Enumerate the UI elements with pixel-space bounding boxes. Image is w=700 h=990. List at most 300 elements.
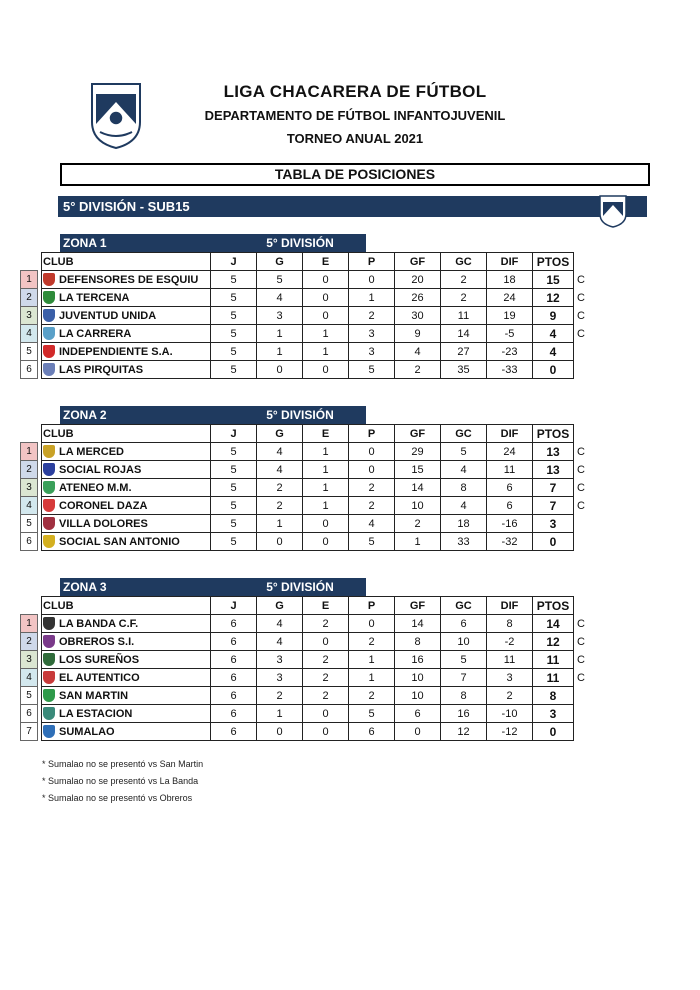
stat-gf: 26 (395, 289, 441, 307)
stat-gf: 14 (395, 615, 441, 633)
stat-gf: 9 (395, 325, 441, 343)
classified-mark: C (577, 327, 585, 340)
club-cell (42, 271, 211, 289)
stat-j: 5 (211, 307, 257, 325)
stat-dif: 6 (487, 479, 533, 497)
stat-dif: 3 (487, 669, 533, 687)
stat-gc: 4 (441, 461, 487, 479)
club-name: CORONEL DAZA (59, 499, 148, 512)
club-shield-icon (43, 707, 55, 720)
position-cell: 5 (21, 343, 38, 361)
club-wrap (43, 307, 210, 324)
stat-gc: 8 (441, 687, 487, 705)
position-cell: 3 (21, 479, 38, 497)
pos-header-blank (21, 253, 38, 271)
stat-j: 5 (211, 443, 257, 461)
stat-dif: 2 (487, 687, 533, 705)
stat-gc: 6 (441, 615, 487, 633)
position-cell: 4 (21, 669, 38, 687)
stat-p: 2 (349, 633, 395, 651)
classified-mark (574, 687, 588, 705)
stat-e: 1 (303, 479, 349, 497)
stat-p: 1 (349, 669, 395, 687)
club-shield-icon (43, 273, 55, 286)
stat-dif: 11 (487, 461, 533, 479)
club-name: LA MERCED (59, 445, 124, 458)
club-shield-icon (43, 481, 55, 494)
stat-gf: 15 (395, 461, 441, 479)
table-row (21, 669, 588, 687)
club-wrap (43, 723, 210, 740)
club-name: VILLA DOLORES (59, 517, 148, 530)
stat-gc: 14 (441, 325, 487, 343)
stat-j: 6 (211, 687, 257, 705)
classified-mark: C (577, 463, 585, 476)
column-header-club: CLUB (42, 425, 211, 443)
position-cell: 6 (21, 533, 38, 551)
stat-dif: -2 (487, 633, 533, 651)
column-header-e: E (303, 597, 349, 615)
table-row (21, 515, 588, 533)
club-name: ATENEO M.M. (59, 481, 132, 494)
zone-header (20, 578, 588, 596)
stat-gc: 2 (441, 289, 487, 307)
stat-gf: 10 (395, 497, 441, 515)
stat-p: 5 (349, 361, 395, 379)
zone-division: 5° DIVISIÓN (234, 234, 366, 252)
club-name: SAN MARTIN (59, 689, 129, 702)
stat-gc: 12 (441, 723, 487, 741)
stat-g: 2 (257, 497, 303, 515)
club-wrap (43, 497, 210, 514)
zone-2 (20, 406, 588, 551)
stat-ptos: 0 (533, 533, 574, 551)
club-wrap (43, 479, 210, 496)
club-shield-icon (43, 725, 55, 738)
stat-e: 0 (303, 307, 349, 325)
standings-table (20, 252, 588, 379)
column-header-club: CLUB (42, 253, 211, 271)
stat-dif: -5 (487, 325, 533, 343)
table-row (21, 687, 588, 705)
column-header-gf: GF (395, 253, 441, 271)
stat-ptos: 0 (533, 723, 574, 741)
stat-j: 5 (211, 497, 257, 515)
stat-p: 3 (349, 343, 395, 361)
stat-g: 1 (257, 325, 303, 343)
table-row (21, 723, 588, 741)
classified-mark: C (577, 671, 585, 684)
stat-g: 5 (257, 271, 303, 289)
club-cell (42, 307, 211, 325)
club-name: LOS SUREÑOS (59, 653, 140, 666)
table-header-row (21, 425, 588, 443)
stat-j: 6 (211, 723, 257, 741)
stat-ptos: 3 (533, 515, 574, 533)
stat-p: 3 (349, 325, 395, 343)
position-cell: 6 (21, 705, 38, 723)
club-name: INDEPENDIENTE S.A. (59, 345, 173, 358)
stat-ptos: 8 (533, 687, 574, 705)
position-cell: 1 (21, 443, 38, 461)
stat-p: 2 (349, 497, 395, 515)
stat-ptos: 7 (533, 497, 574, 515)
stat-j: 5 (211, 479, 257, 497)
club-shield-icon (43, 291, 55, 304)
club-name: DEFENSORES DE ESQUIU (59, 273, 199, 286)
column-header-g: G (257, 425, 303, 443)
table-row (21, 289, 588, 307)
stat-g: 3 (257, 307, 303, 325)
stat-gf: 14 (395, 479, 441, 497)
stat-p: 0 (349, 271, 395, 289)
table-row (21, 533, 588, 551)
position-cell: 2 (21, 633, 38, 651)
column-header-ptos: PTOS (533, 425, 574, 443)
club-shield-icon (43, 327, 55, 340)
club-shield-icon (43, 345, 55, 358)
column-header-dif: DIF (487, 425, 533, 443)
club-shield-icon (43, 309, 55, 322)
table-row (21, 705, 588, 723)
club-cell (42, 289, 211, 307)
club-shield-icon (43, 445, 55, 458)
club-name: EL AUTENTICO (59, 671, 140, 684)
stat-ptos: 11 (533, 669, 574, 687)
liga-logo (88, 80, 144, 150)
stat-p: 5 (349, 705, 395, 723)
stat-e: 0 (303, 289, 349, 307)
club-shield-icon (43, 689, 55, 702)
stat-j: 5 (211, 461, 257, 479)
stat-p: 1 (349, 651, 395, 669)
standings-table (20, 424, 588, 551)
classified-mark (574, 515, 588, 533)
club-wrap (43, 533, 210, 550)
club-wrap (43, 271, 210, 288)
stat-e: 2 (303, 615, 349, 633)
table-row (21, 633, 588, 651)
classified-mark (574, 343, 588, 361)
stat-p: 0 (349, 443, 395, 461)
stat-g: 1 (257, 515, 303, 533)
stat-e: 0 (303, 515, 349, 533)
mark-header-blank (574, 425, 588, 443)
table-header-row (21, 253, 588, 271)
position-cell: 5 (21, 687, 38, 705)
club-shield-icon (43, 363, 55, 376)
footnote: * Sumalao no se presentó vs La Banda (42, 776, 199, 786)
stat-g: 0 (257, 723, 303, 741)
stat-j: 5 (211, 515, 257, 533)
position-cell: 2 (21, 461, 38, 479)
club-shield-icon (43, 517, 55, 530)
stat-dif: 8 (487, 615, 533, 633)
classified-mark: C (577, 653, 585, 666)
column-header-j: J (211, 597, 257, 615)
stat-e: 1 (303, 325, 349, 343)
stat-g: 3 (257, 669, 303, 687)
stat-gf: 6 (395, 705, 441, 723)
position-cell: 4 (21, 325, 38, 343)
footnote: * Sumalao no se presentó vs San Martin (42, 759, 204, 769)
club-wrap (43, 651, 210, 668)
club-cell (42, 723, 211, 741)
stat-ptos: 7 (533, 479, 574, 497)
column-header-gf: GF (395, 597, 441, 615)
stat-g: 0 (257, 533, 303, 551)
classified-mark: C (577, 273, 585, 286)
position-cell: 7 (21, 723, 38, 741)
league-title: LIGA CHACARERA DE FÚTBOL (223, 82, 487, 101)
club-cell (42, 361, 211, 379)
column-header-gc: GC (441, 597, 487, 615)
stat-j: 5 (211, 533, 257, 551)
classified-mark: C (577, 499, 585, 512)
stat-e: 1 (303, 497, 349, 515)
stat-dif: 24 (487, 443, 533, 461)
table-row (21, 651, 588, 669)
classified-mark: C (577, 635, 585, 648)
stat-p: 2 (349, 307, 395, 325)
stat-gf: 8 (395, 633, 441, 651)
zone-division: 5° DIVISIÓN (234, 406, 366, 424)
classified-mark (574, 705, 588, 723)
stat-gc: 5 (441, 443, 487, 461)
club-name: SOCIAL SAN ANTONIO (59, 535, 180, 548)
classified-mark: C (577, 309, 585, 322)
club-shield-icon (43, 499, 55, 512)
club-name: LA ESTACION (59, 707, 133, 720)
club-wrap (43, 687, 210, 704)
division-bar: 5° DIVISIÓN - SUB15 (58, 196, 647, 217)
club-wrap (43, 669, 210, 686)
stat-e: 0 (303, 533, 349, 551)
club-shield-icon (43, 463, 55, 476)
stat-e: 0 (303, 271, 349, 289)
tournament-title: TORNEO ANUAL 2021 (286, 131, 424, 146)
stat-ptos: 9 (533, 307, 574, 325)
classified-mark (574, 533, 588, 551)
club-shield-icon (43, 653, 55, 666)
stat-e: 2 (303, 687, 349, 705)
stat-gf: 16 (395, 651, 441, 669)
stat-ptos: 14 (533, 615, 574, 633)
table-row (21, 443, 588, 461)
column-header-g: G (257, 253, 303, 271)
stat-gf: 2 (395, 361, 441, 379)
club-cell (42, 615, 211, 633)
club-wrap (43, 289, 210, 306)
stat-dif: 11 (487, 651, 533, 669)
club-name: LA TERCENA (59, 291, 130, 304)
stat-p: 2 (349, 687, 395, 705)
position-cell: 3 (21, 651, 38, 669)
column-header-e: E (303, 253, 349, 271)
column-header-gc: GC (441, 425, 487, 443)
pos-header-blank (21, 597, 38, 615)
stat-g: 4 (257, 633, 303, 651)
stat-gf: 29 (395, 443, 441, 461)
department-title: DEPARTAMENTO DE FÚTBOL INFANTOJUVENIL (204, 108, 506, 123)
standings-table (20, 596, 588, 741)
stat-e: 1 (303, 343, 349, 361)
column-header-j: J (211, 425, 257, 443)
stat-ptos: 4 (533, 325, 574, 343)
classified-mark: C (577, 445, 585, 458)
club-cell (42, 687, 211, 705)
club-cell (42, 461, 211, 479)
position-cell: 4 (21, 497, 38, 515)
stat-p: 0 (349, 615, 395, 633)
stat-gf: 2 (395, 515, 441, 533)
stat-g: 4 (257, 615, 303, 633)
classified-mark: C (577, 291, 585, 304)
stat-g: 4 (257, 443, 303, 461)
club-cell (42, 533, 211, 551)
column-header-e: E (303, 425, 349, 443)
stat-e: 2 (303, 669, 349, 687)
stat-dif: -32 (487, 533, 533, 551)
club-name: LA CARRERA (59, 327, 132, 340)
table-row (21, 307, 588, 325)
stat-gc: 8 (441, 479, 487, 497)
mark-header-blank (574, 253, 588, 271)
stat-gf: 20 (395, 271, 441, 289)
club-wrap (43, 461, 210, 478)
club-wrap (43, 325, 210, 342)
club-name: SOCIAL ROJAS (59, 463, 142, 476)
club-shield-icon (43, 535, 55, 548)
classified-mark: C (577, 617, 585, 630)
club-cell (42, 705, 211, 723)
club-name: JUVENTUD UNIDA (59, 309, 157, 322)
stat-ptos: 11 (533, 651, 574, 669)
table-row (21, 343, 588, 361)
stat-gc: 11 (441, 307, 487, 325)
stat-e: 0 (303, 723, 349, 741)
club-wrap (43, 361, 210, 378)
stat-g: 4 (257, 461, 303, 479)
club-wrap (43, 615, 210, 632)
stat-g: 4 (257, 289, 303, 307)
zone-1 (20, 234, 588, 379)
column-header-ptos: PTOS (533, 597, 574, 615)
table-row (21, 615, 588, 633)
stat-j: 6 (211, 615, 257, 633)
stat-ptos: 3 (533, 705, 574, 723)
table-row (21, 479, 588, 497)
stat-g: 1 (257, 343, 303, 361)
footnotes (42, 756, 203, 807)
club-wrap (43, 515, 210, 532)
club-cell (42, 669, 211, 687)
stat-g: 1 (257, 705, 303, 723)
stat-ptos: 12 (533, 633, 574, 651)
column-header-p: P (349, 597, 395, 615)
stat-g: 2 (257, 687, 303, 705)
column-header-ptos: PTOS (533, 253, 574, 271)
stat-gf: 10 (395, 669, 441, 687)
zone-header (20, 234, 588, 252)
club-shield-icon (43, 671, 55, 684)
footnote: * Sumalao no se presentó vs Obreros (42, 793, 193, 803)
zone-name: ZONA 1 (60, 234, 234, 252)
column-header-gc: GC (441, 253, 487, 271)
stat-dif: -10 (487, 705, 533, 723)
table-header-row (21, 597, 588, 615)
stat-gc: 27 (441, 343, 487, 361)
position-cell: 1 (21, 271, 38, 289)
header-titles (150, 78, 560, 146)
position-cell: 3 (21, 307, 38, 325)
zone-3 (20, 578, 588, 741)
stat-dif: 19 (487, 307, 533, 325)
position-cell: 5 (21, 515, 38, 533)
club-name: LA BANDA C.F. (59, 617, 139, 630)
stat-dif: -23 (487, 343, 533, 361)
position-cell: 6 (21, 361, 38, 379)
club-wrap (43, 633, 210, 650)
stat-e: 0 (303, 633, 349, 651)
club-cell (42, 343, 211, 361)
stat-g: 0 (257, 361, 303, 379)
stat-ptos: 13 (533, 443, 574, 461)
stat-e: 1 (303, 461, 349, 479)
position-cell: 2 (21, 289, 38, 307)
stat-gf: 0 (395, 723, 441, 741)
stat-p: 0 (349, 461, 395, 479)
classified-mark: C (577, 481, 585, 494)
zone-header (20, 406, 588, 424)
classified-mark (574, 723, 588, 741)
stat-gc: 7 (441, 669, 487, 687)
club-name: SUMALAO (59, 725, 115, 738)
column-header-dif: DIF (487, 253, 533, 271)
stat-e: 0 (303, 361, 349, 379)
stat-dif: -16 (487, 515, 533, 533)
stat-gc: 16 (441, 705, 487, 723)
club-shield-icon (43, 635, 55, 648)
zone-name: ZONA 2 (60, 406, 234, 424)
stat-j: 5 (211, 289, 257, 307)
stat-j: 6 (211, 669, 257, 687)
club-cell (42, 633, 211, 651)
stat-p: 5 (349, 533, 395, 551)
column-header-gf: GF (395, 425, 441, 443)
stat-gf: 1 (395, 533, 441, 551)
column-header-p: P (349, 253, 395, 271)
table-row (21, 361, 588, 379)
stat-ptos: 0 (533, 361, 574, 379)
stat-gc: 5 (441, 651, 487, 669)
club-cell (42, 479, 211, 497)
table-row (21, 271, 588, 289)
classified-mark (574, 361, 588, 379)
zone-division: 5° DIVISIÓN (234, 578, 366, 596)
stat-gc: 18 (441, 515, 487, 533)
stat-dif: -12 (487, 723, 533, 741)
club-wrap (43, 343, 210, 360)
stat-dif: 6 (487, 497, 533, 515)
club-cell (42, 497, 211, 515)
zone-name: ZONA 3 (60, 578, 234, 596)
stat-g: 3 (257, 651, 303, 669)
club-shield-icon (43, 617, 55, 630)
stat-ptos: 4 (533, 343, 574, 361)
column-header-club: CLUB (42, 597, 211, 615)
table-row (21, 325, 588, 343)
